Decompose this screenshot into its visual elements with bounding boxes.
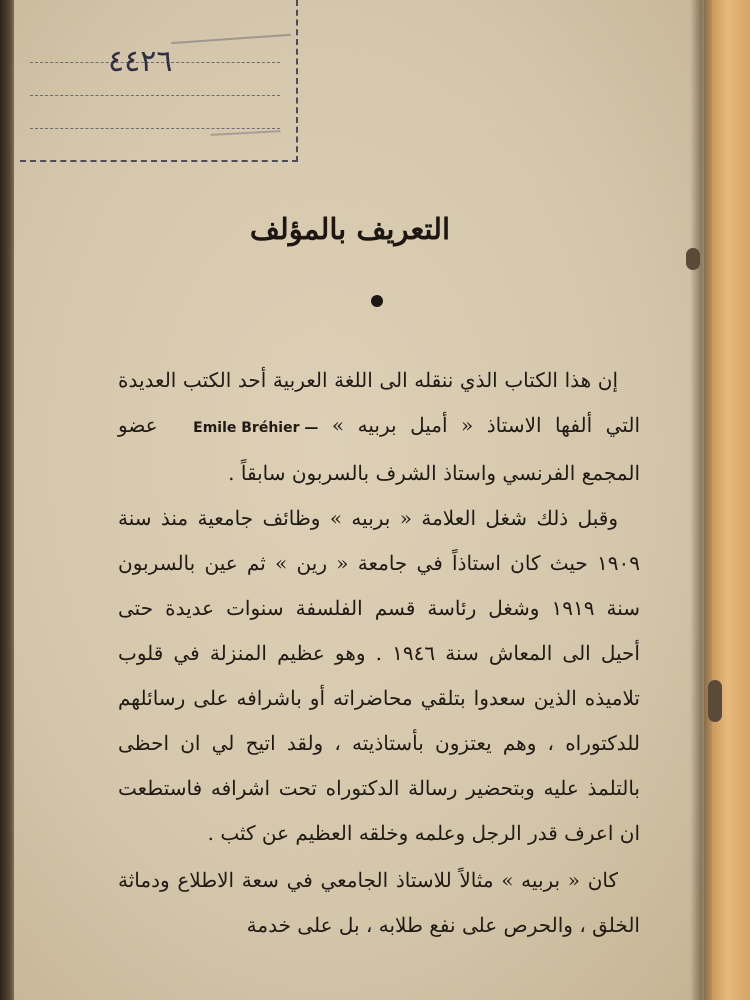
paragraph-2: وقبل ذلك شغل العلامة « بربيه » وظائف جامعية منذ سنة ١٩٠٩ حيث كان استاذاً في جامعة « رين » ثم عين بالسربون سنة ١٩١٩ وشغل رئاسة قسم الفلسفة سنوات عديدة حتى أحيل الى المعاش سنة ١٩٤٦ . وهو عظيم المنزلة في قلوب تلاميذه الذين سعدوا بتلقي محاضراته أو باشرافه على رسائلهم للدكتوراه ، وهم يعتزون بأستاذيته ، ولقد اتيح لي ان احظى بالتلمذ عليه وبتحضير رسالة الدكتوراه تحت اشرافه فاستطعت ان اعرف قدر الرجل وعلمه وخلقه العظيم عن كثب . xyxy=(118,506,640,845)
stamp-handwriting xyxy=(169,4,291,44)
paragraph-1-text: إن هذا الكتاب الذي ننقله الى اللغة العربية أحد الكتب العديدة التي ألفها الاستاذ « أميل بربيه » xyxy=(118,368,640,437)
paragraph-1 xyxy=(118,358,640,496)
book-edge xyxy=(712,0,750,1000)
binding-hole xyxy=(708,680,722,722)
stamp-rule xyxy=(30,95,280,96)
ornament-dot xyxy=(371,295,383,307)
page-title: التعريف بالمؤلف xyxy=(249,212,451,246)
binding-hole xyxy=(686,248,700,270)
stamp-handwriting xyxy=(209,110,280,136)
page-gutter-shadow xyxy=(690,0,712,1000)
paragraph-3: كان « بربيه » مثالاً للاستاذ الجامعي في سعة الاطلاع ودماثة الخلق ، والحرص على نفع طلابه ، بل على خدمة xyxy=(118,868,640,937)
author-latin-name: Emile Bréhier — xyxy=(193,420,319,436)
stamp-accession-number: ٤٤٢٦ xyxy=(108,44,173,79)
paragraph-1-text-end: عضو المجمع الفرنسي واستاذ الشرف بالسربون سابقاً . xyxy=(118,413,640,485)
library-stamp xyxy=(20,0,298,162)
